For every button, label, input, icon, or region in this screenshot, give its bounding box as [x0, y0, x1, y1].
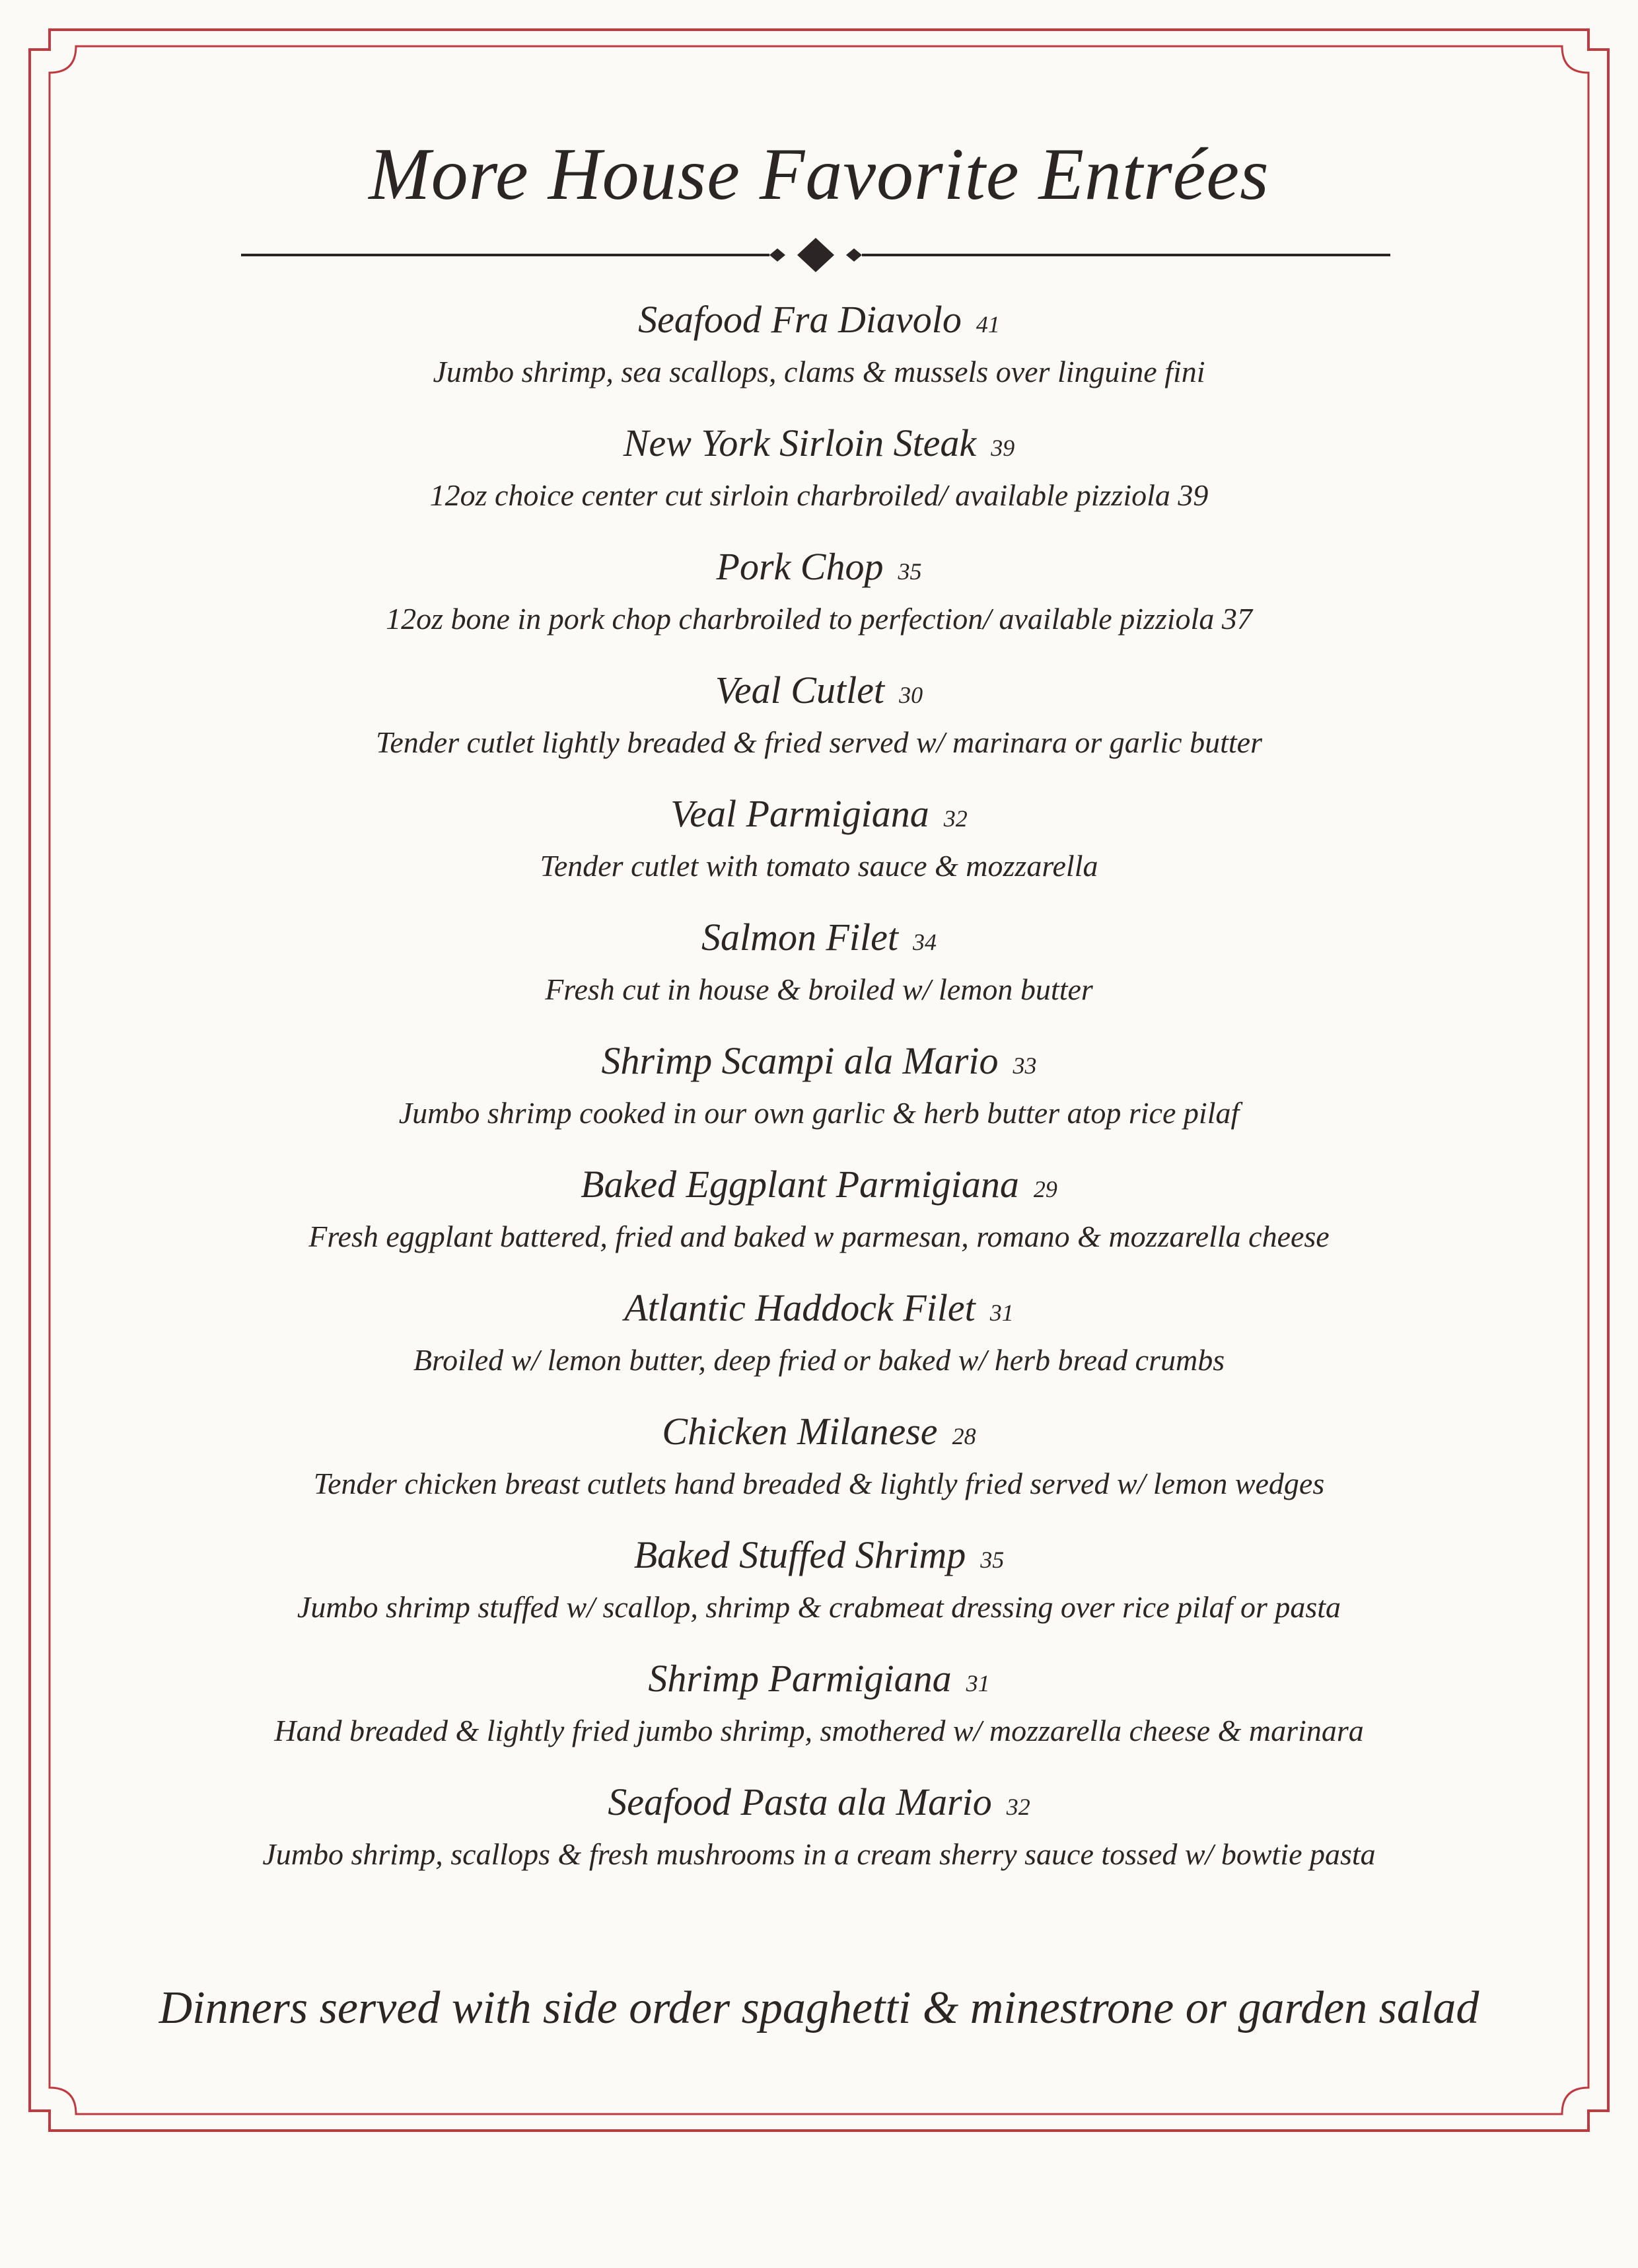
menu-item — [165, 1526, 1473, 1650]
item-price: 29 — [1033, 1176, 1057, 1202]
menu-item — [165, 908, 1473, 1032]
item-name: Salmon Filet — [701, 916, 898, 959]
item-description: Broiled w/ lemon butter, deep fried or baked w/ herb bread crumbs — [413, 1343, 1225, 1377]
item-description: Tender cutlet with tomato sauce & mozzarella — [540, 849, 1098, 883]
menu-item — [165, 291, 1473, 414]
item-price: 31 — [989, 1299, 1014, 1326]
item-description: Tender cutlet lightly breaded & fried served w/ marinara or garlic butter — [376, 725, 1262, 759]
item-name: Shrimp Parmigiana — [648, 1657, 952, 1700]
item-name: Veal Cutlet — [715, 669, 885, 712]
item-price: 30 — [899, 682, 923, 708]
item-description: Fresh cut in house & broiled w/ lemon butter — [545, 972, 1093, 1006]
item-name: Baked Stuffed Shrimp — [633, 1533, 966, 1576]
page-title: More House Favorite Entrées — [369, 133, 1269, 215]
large-diamond-icon — [797, 238, 834, 272]
item-description: Jumbo shrimp, scallops & fresh mushrooms in a cream sherry sauce tossed w/ bowtie pasta — [262, 1837, 1376, 1871]
item-description: Jumbo shrimp cooked in our own garlic & herb butter atop rice pilaf — [398, 1096, 1240, 1130]
menu-item — [165, 1650, 1473, 1773]
item-name: Atlantic Haddock Filet — [624, 1286, 976, 1329]
menu-item — [165, 1403, 1473, 1526]
menu-item — [165, 414, 1473, 538]
item-description: Jumbo shrimp, sea scallops, clams & mussels over linguine fini — [433, 355, 1205, 388]
menu-item — [165, 785, 1473, 908]
menu-item — [165, 538, 1473, 661]
menu-item — [165, 1279, 1473, 1403]
title-divider — [241, 237, 1390, 276]
item-description: Jumbo shrimp stuffed w/ scallop, shrimp & crabmeat dressing over rice pilaf or pasta — [297, 1590, 1341, 1624]
item-price: 31 — [966, 1670, 990, 1697]
item-name: Seafood Fra Diavolo — [638, 298, 962, 341]
item-description: 12oz bone in pork chop charbroiled to perfection/ available pizziola 37 — [386, 602, 1252, 636]
small-diamond-icon — [769, 248, 785, 262]
item-price: 28 — [952, 1423, 976, 1449]
item-name: Chicken Milanese — [662, 1410, 938, 1453]
item-description: Hand breaded & lightly fried jumbo shrimp, smothered w/ mozzarella cheese & marinara — [274, 1714, 1364, 1747]
item-price: 34 — [913, 929, 937, 955]
menu-item — [165, 1155, 1473, 1279]
item-name: Shrimp Scampi ala Mario — [601, 1039, 999, 1082]
item-name: Pork Chop — [716, 545, 884, 588]
item-name: Baked Eggplant Parmigiana — [581, 1163, 1019, 1206]
menu-item — [165, 1773, 1473, 1897]
item-price: 32 — [943, 805, 968, 832]
item-description: Tender chicken breast cutlets hand breaded & lightly fried served w/ lemon wedges — [313, 1467, 1325, 1500]
menu-item — [165, 1032, 1473, 1155]
entree-list — [165, 291, 1473, 1897]
item-price: 35 — [898, 558, 922, 585]
item-name: Seafood Pasta ala Mario — [608, 1780, 992, 1823]
small-diamond-icon — [846, 248, 862, 262]
item-description: Fresh eggplant battered, fried and baked w parmesan, romano & mozzarella cheese — [308, 1220, 1330, 1253]
item-description: 12oz choice center cut sirloin charbroiled/ available pizziola 39 — [429, 478, 1209, 512]
item-price: 41 — [976, 311, 1000, 338]
dinner-note: Dinners served with side order spaghetti & minestrone or garden salad — [159, 1983, 1479, 2033]
item-price: 35 — [980, 1547, 1005, 1573]
menu-item — [165, 661, 1473, 785]
item-price: 39 — [991, 435, 1015, 461]
item-name: New York Sirloin Steak — [623, 421, 977, 464]
item-price: 32 — [1006, 1794, 1030, 1820]
item-price: 33 — [1013, 1052, 1037, 1079]
item-name: Veal Parmigiana — [670, 792, 929, 835]
